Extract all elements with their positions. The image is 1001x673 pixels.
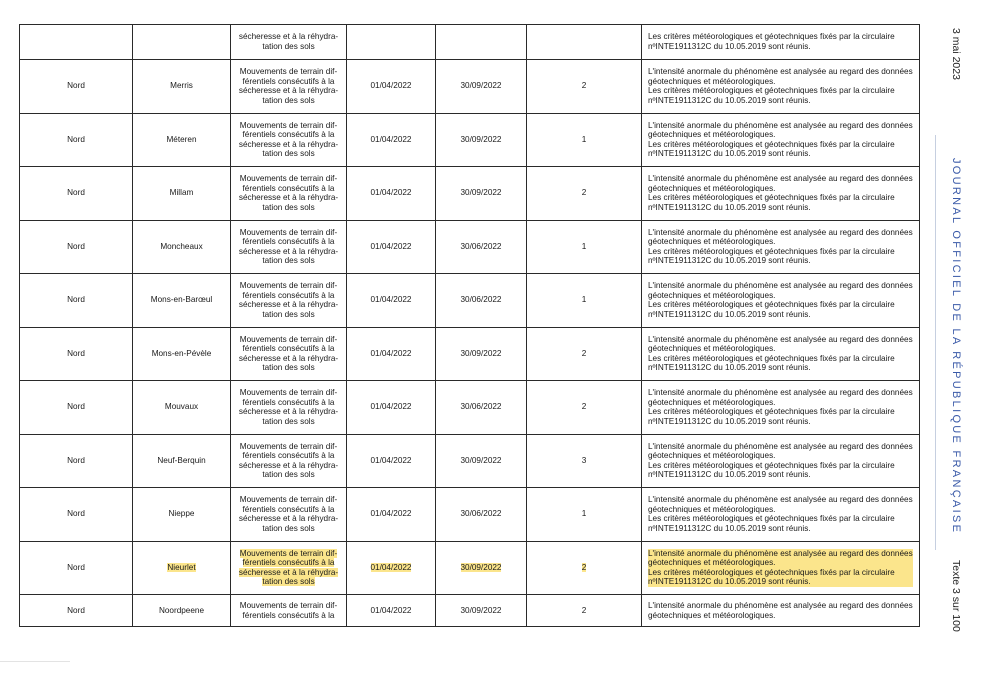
- commune-cell: [133, 274, 231, 328]
- observation-line: Les critères météorologiques et géotechniques fixés par la circulaire: [648, 246, 895, 256]
- observation-line: Les critères météorologiques et géotechniques fixés par la circulaire: [648, 460, 895, 470]
- nature-cell: sécheresse et à la réhydra- tation des sols: [231, 25, 347, 60]
- observation-cell: [642, 488, 920, 542]
- count-value: 1: [581, 509, 587, 519]
- end-date-cell: [436, 60, 527, 114]
- end-date: 30/09/2022: [460, 348, 502, 358]
- nature-cell: [231, 488, 347, 542]
- observation-line: Les critères météorologiques et géotechniques fixés par la circulaire: [648, 514, 895, 524]
- observation-line: nºINTE1911312C du 10.05.2019 sont réunis.: [648, 416, 811, 426]
- nature-cell: [231, 274, 347, 328]
- end-date-cell: [436, 274, 527, 328]
- journal-title: JOURNAL OFFICIEL DE LA RÉPUBLIQUE FRANÇAISE: [950, 158, 962, 535]
- start-date: 01/04/2022: [370, 134, 412, 144]
- table-row: [20, 541, 920, 595]
- start-date: 01/04/2022: [370, 295, 412, 305]
- end-date: 30/09/2022: [460, 605, 502, 615]
- nature-text: Mouvements de terrain dif- férentiels consécutifs à la sécheresse et à la réhydra- tation des sols: [238, 441, 339, 480]
- table-row: [20, 595, 920, 627]
- start-date-cell: [347, 167, 436, 221]
- observation-cell: [642, 327, 920, 381]
- commune-name: Noordpeene: [158, 605, 205, 615]
- observation-line: L'intensité anormale du phénomène est analysée au regard des données: [648, 495, 913, 505]
- count-value: 2: [581, 402, 587, 412]
- nature-text: Mouvements de terrain dif- férentiels consécutifs à la sécheresse et à la réhydra- tation des sols: [238, 281, 339, 319]
- observation-line: géotechniques et météorologiques.: [648, 183, 776, 193]
- observation-line: nºINTE1911312C du 10.05.2019 sont réunis.: [648, 202, 811, 212]
- observation-cell: [642, 274, 920, 328]
- nature-text: Mouvements de terrain dif- férentiels consécutifs à la sécheresse et à la réhydra- tation des sols: [238, 548, 339, 587]
- nature-text: Mouvements de terrain dif- férentiels consécutifs à la sécheresse et à la réhydra- tation des sols: [238, 67, 339, 105]
- count-value: 2: [581, 348, 587, 358]
- nature-cell: [231, 167, 347, 221]
- observation-line: L'intensité anormale du phénomène est analysée au regard des données: [648, 120, 913, 130]
- table-row: [20, 113, 920, 167]
- observation-line: géotechniques et météorologiques.: [648, 504, 776, 514]
- observation-line: Les critères météorologiques et géotechniques fixés par la circulaire: [648, 353, 895, 363]
- publication-date: 3 mai 2023: [950, 28, 962, 80]
- commune-cell: [133, 595, 231, 627]
- start-date: 01/04/2022: [370, 509, 412, 519]
- start-date: 01/04/2022: [370, 562, 412, 572]
- observation-line: nºINTE1911312C du 10.05.2019 sont réunis.: [648, 363, 811, 373]
- observation-line: nºINTE1911312C du 10.05.2019 sont réunis.: [648, 470, 811, 480]
- department-cell: Nord: [20, 541, 133, 595]
- start-date-cell: [347, 381, 436, 435]
- end-date-cell: [436, 25, 527, 60]
- department-cell: Nord: [20, 595, 133, 627]
- nature-cell: [231, 60, 347, 114]
- count-cell: [527, 25, 642, 60]
- observation-line: nºINTE1911312C du 10.05.2019 sont réunis.: [648, 256, 811, 266]
- count-value: 1: [581, 241, 587, 251]
- nature-cell: [231, 541, 347, 595]
- table-row: [20, 167, 920, 221]
- observation-cell: [642, 220, 920, 274]
- table-row: [20, 327, 920, 381]
- end-date: 30/06/2022: [460, 241, 502, 251]
- count-cell: [527, 274, 642, 328]
- nature-cell: [231, 113, 347, 167]
- observation-line: L'intensité anormale du phénomène est analysée au regard des données: [648, 388, 913, 398]
- count-cell: [527, 113, 642, 167]
- end-date: 30/09/2022: [460, 81, 502, 91]
- observation-line: L'intensité anormale du phénomène est analysée au regard des données: [648, 548, 913, 558]
- observation-cell: [642, 113, 920, 167]
- start-date-cell: [347, 488, 436, 542]
- observation-line: géotechniques et météorologiques.: [648, 397, 776, 407]
- observation-line: nºINTE1911312C du 10.05.2019 sont réunis.: [648, 42, 811, 51]
- end-date: 30/06/2022: [460, 295, 502, 305]
- observation-line: L'intensité anormale du phénomène est analysée au regard des données: [648, 67, 913, 77]
- observation-line: Les critères météorologiques et géotechniques fixés par la circulaire: [648, 300, 895, 310]
- department-cell: Nord: [20, 274, 133, 328]
- count-cell: [527, 541, 642, 595]
- observation-line: L'intensité anormale du phénomène est analysée au regard des données: [648, 334, 913, 344]
- commune-cell: [133, 220, 231, 274]
- table-row: [20, 60, 920, 114]
- commune-name: Mons-en-Pévèle: [151, 348, 212, 358]
- end-date-cell: [436, 167, 527, 221]
- start-date: 01/04/2022: [370, 348, 412, 358]
- count-cell: [527, 220, 642, 274]
- observation-line: nºINTE1911312C du 10.05.2019 sont réunis.: [648, 577, 913, 587]
- observation-cell: [642, 381, 920, 435]
- department-cell: Nord: [20, 434, 133, 488]
- start-date: 01/04/2022: [370, 455, 412, 465]
- department-cell: [20, 25, 133, 60]
- communes-table: [19, 24, 920, 627]
- commune-name: Millam: [169, 188, 194, 198]
- observation-line: L'intensité anormale du phénomène est analysée au regard des données: [648, 441, 913, 451]
- observation-line: Les critères météorologiques et géotechniques fixés par la circulaire: [648, 568, 913, 578]
- end-date-cell: [436, 381, 527, 435]
- department-cell: Nord: [20, 113, 133, 167]
- start-date: 01/04/2022: [370, 605, 412, 615]
- observation-line: géotechniques et météorologiques.: [648, 130, 776, 140]
- observation-cell: [642, 25, 920, 60]
- observation-line: Les critères météorologiques et géotechniques fixés par la circulaire: [648, 86, 895, 96]
- department-cell: Nord: [20, 381, 133, 435]
- count-cell: [527, 327, 642, 381]
- commune-name: Mons-en-Barœul: [150, 295, 213, 305]
- observation-line: L'intensité anormale du phénomène est analysée au regard des données: [648, 174, 913, 184]
- observation-line: géotechniques et météorologiques.: [648, 237, 776, 247]
- commune-cell: [133, 60, 231, 114]
- observation-line: L'intensité anormale du phénomène est analysée au regard des données: [648, 281, 913, 291]
- count-cell: [527, 434, 642, 488]
- commune-cell: [133, 113, 231, 167]
- commune-name: Mouvaux: [164, 402, 199, 412]
- observation-line: géotechniques et météorologiques.: [648, 76, 776, 86]
- nature-cell: [231, 327, 347, 381]
- observation-cell: [642, 434, 920, 488]
- nature-text: Mouvements de terrain dif- férentiels consécutifs à la: [239, 600, 338, 620]
- nature-text: Mouvements de terrain dif- férentiels consécutifs à la sécheresse et à la réhydra- tation des sols: [238, 120, 339, 159]
- nature-cell: [231, 381, 347, 435]
- nature-text: Mouvements de terrain dif- férentiels consécutifs à la sécheresse et à la réhydra- tation des sols: [238, 174, 339, 212]
- commune-name: Méteren: [166, 134, 197, 144]
- end-date-cell: [436, 595, 527, 627]
- commune-cell: [133, 381, 231, 435]
- end-date: 30/09/2022: [460, 134, 502, 144]
- commune-name: Nieppe: [168, 509, 195, 519]
- observation-line: nºINTE1911312C du 10.05.2019 sont réunis.: [648, 149, 811, 159]
- commune-cell: [133, 434, 231, 488]
- end-date-cell: [436, 434, 527, 488]
- end-date: 30/09/2022: [460, 562, 502, 572]
- footer-rule: [0, 661, 70, 662]
- department-cell: Nord: [20, 60, 133, 114]
- count-cell: [527, 167, 642, 221]
- observation-line: géotechniques et météorologiques.: [648, 290, 776, 300]
- count-value: 2: [581, 605, 587, 615]
- observation-line: géotechniques et météorologiques.: [648, 610, 776, 620]
- observation-cell: [642, 595, 920, 627]
- start-date-cell: [347, 220, 436, 274]
- end-date-cell: [436, 541, 527, 595]
- end-date-cell: [436, 113, 527, 167]
- end-date: 30/09/2022: [460, 188, 502, 198]
- end-date: 30/06/2022: [460, 509, 502, 519]
- nature-cell: [231, 220, 347, 274]
- margin-divider: [935, 135, 936, 550]
- commune-cell: [133, 327, 231, 381]
- end-date-cell: [436, 220, 527, 274]
- start-date-cell: [347, 595, 436, 627]
- end-date-cell: [436, 327, 527, 381]
- start-date: 01/04/2022: [370, 81, 412, 91]
- start-date-cell: [347, 25, 436, 60]
- observation-line: Les critères météorologiques et géotechniques fixés par la circulaire: [648, 32, 895, 42]
- count-cell: [527, 595, 642, 627]
- department-cell: Nord: [20, 167, 133, 221]
- nature-text: Mouvements de terrain dif- férentiels consécutifs à la sécheresse et à la réhydra- tation des sols: [238, 495, 339, 533]
- observation-line: nºINTE1911312C du 10.05.2019 sont réunis.: [648, 95, 811, 105]
- observation-line: L'intensité anormale du phénomène est analysée au regard des données: [648, 600, 913, 610]
- commune-name: Neuf-Berquin: [157, 455, 206, 465]
- count-value: 2: [581, 188, 587, 198]
- start-date-cell: [347, 60, 436, 114]
- start-date: 01/04/2022: [370, 402, 412, 412]
- observation-line: nºINTE1911312C du 10.05.2019 sont réunis.: [648, 523, 811, 533]
- count-value: 2: [581, 562, 587, 572]
- department-cell: Nord: [20, 488, 133, 542]
- nature-text: Mouvements de terrain dif- férentiels consécutifs à la sécheresse et à la réhydra- tation des sols: [238, 388, 339, 426]
- start-date: 01/04/2022: [370, 241, 412, 251]
- observation-line: géotechniques et météorologiques.: [648, 558, 913, 568]
- start-date: 01/04/2022: [370, 188, 412, 198]
- table-row: [20, 25, 920, 60]
- observation-line: Les critères météorologiques et géotechniques fixés par la circulaire: [648, 139, 895, 149]
- observation-line: Les critères météorologiques et géotechniques fixés par la circulaire: [648, 193, 895, 203]
- count-cell: [527, 60, 642, 114]
- nature-text: Mouvements de terrain dif- férentiels consécutifs à la sécheresse et à la réhydra- tation des sols: [238, 227, 339, 266]
- observation-line: Les critères météorologiques et géotechniques fixés par la circulaire: [648, 407, 895, 417]
- count-value: 3: [581, 455, 587, 465]
- observation-cell: [642, 60, 920, 114]
- count-value: 1: [581, 295, 587, 305]
- nature-text: Mouvements de terrain dif- férentiels consécutifs à la sécheresse et à la réhydra- tation des sols: [238, 334, 339, 373]
- start-date-cell: [347, 541, 436, 595]
- count-cell: [527, 488, 642, 542]
- commune-name: Moncheaux: [160, 241, 203, 251]
- table-row: [20, 488, 920, 542]
- table-row: [20, 220, 920, 274]
- start-date-cell: [347, 327, 436, 381]
- table-row: [20, 381, 920, 435]
- start-date-cell: [347, 113, 436, 167]
- commune-cell: [133, 25, 231, 60]
- end-date: 30/06/2022: [460, 402, 502, 412]
- observation-line: nºINTE1911312C du 10.05.2019 sont réunis.: [648, 309, 811, 319]
- count-value: 2: [581, 81, 587, 91]
- commune-name: Merris: [170, 81, 193, 91]
- observation-line: géotechniques et météorologiques.: [648, 344, 776, 354]
- table-row: [20, 434, 920, 488]
- end-date: 30/09/2022: [460, 455, 502, 465]
- count-value: 1: [581, 134, 587, 144]
- department-cell: Nord: [20, 327, 133, 381]
- observation-line: géotechniques et météorologiques.: [648, 451, 776, 461]
- end-date-cell: [436, 488, 527, 542]
- nature-cell: [231, 595, 347, 627]
- observation-line: L'intensité anormale du phénomène est analysée au regard des données: [648, 227, 913, 237]
- commune-cell: [133, 541, 231, 595]
- commune-name: Nieurlet: [167, 562, 196, 572]
- count-cell: [527, 381, 642, 435]
- observation-cell: [642, 167, 920, 221]
- department-cell: Nord: [20, 220, 133, 274]
- commune-cell: [133, 167, 231, 221]
- table-row: [20, 274, 920, 328]
- start-date-cell: [347, 434, 436, 488]
- nature-cell: [231, 434, 347, 488]
- commune-cell: [133, 488, 231, 542]
- observation-cell: [642, 541, 920, 595]
- start-date-cell: [347, 274, 436, 328]
- text-counter: Texte 3 sur 100: [950, 560, 962, 632]
